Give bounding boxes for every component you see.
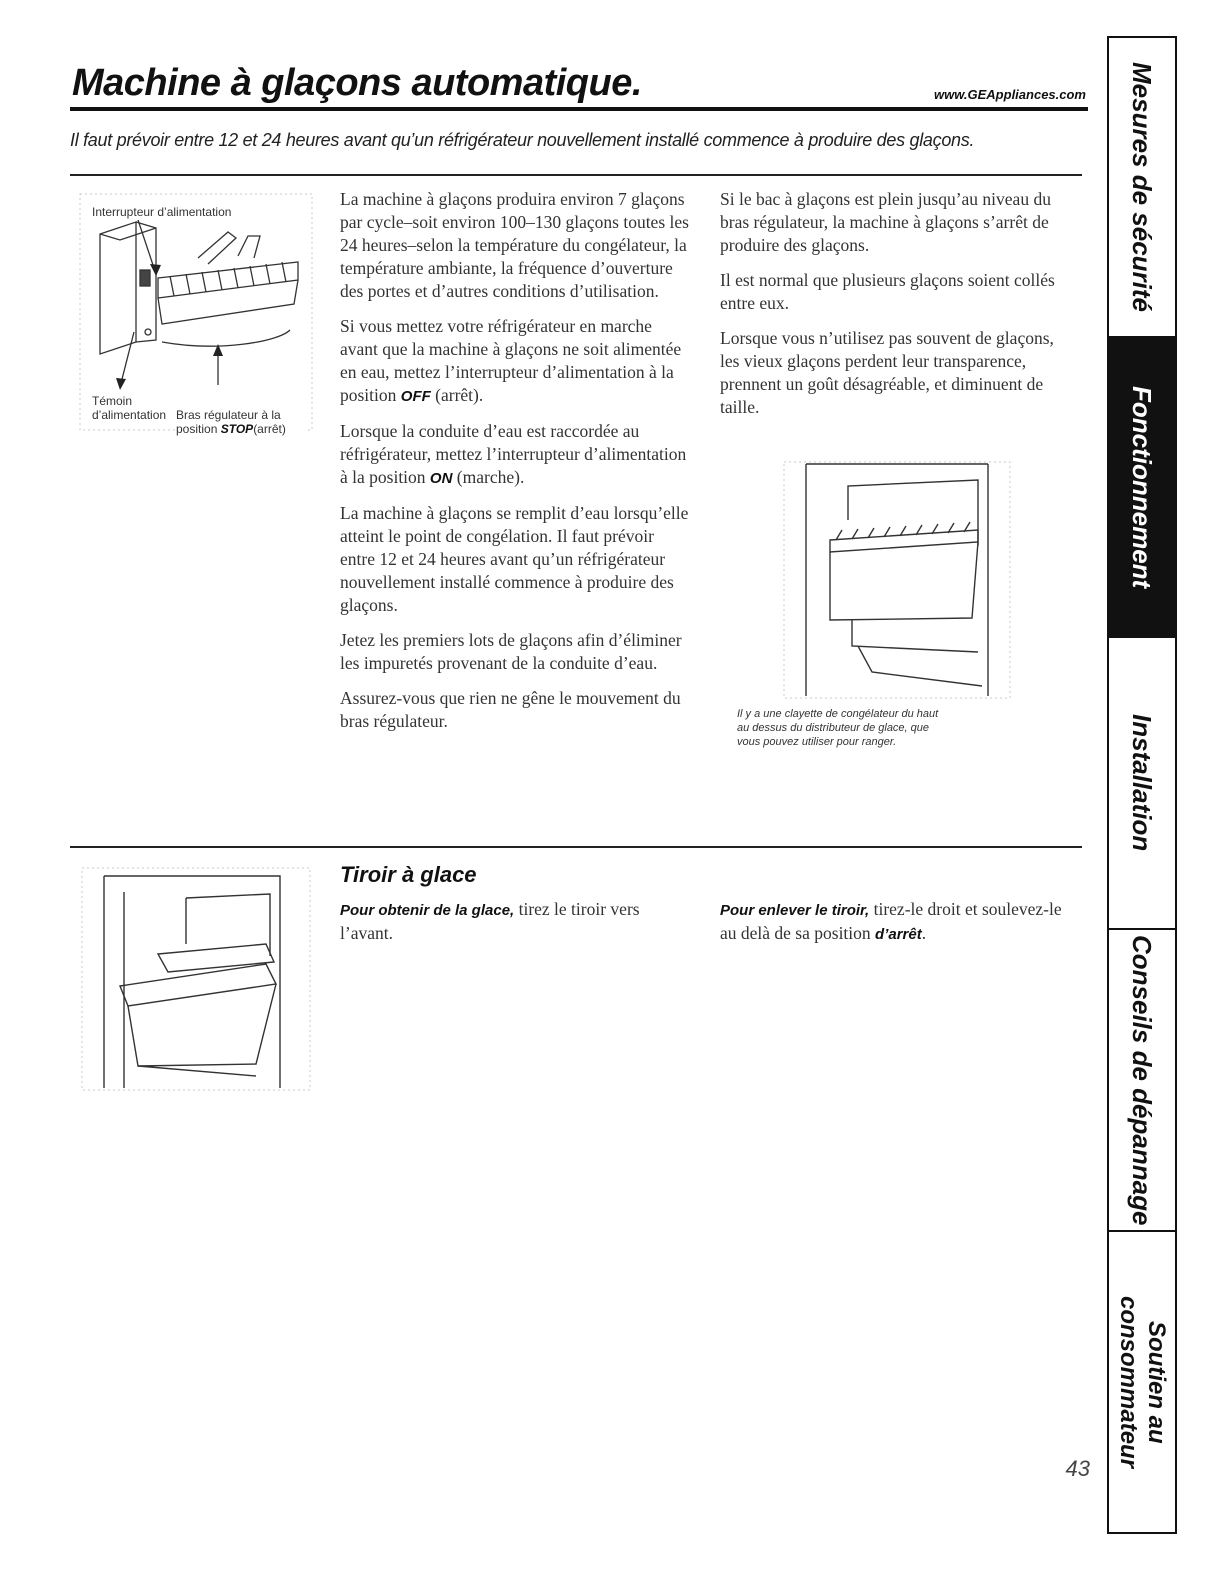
paragraph-power-on	[340, 420, 692, 490]
freezer-shelf-caption	[737, 707, 938, 749]
label-arm-prefix: Bras régulateur à la position	[176, 408, 281, 436]
tab-label-installation: Installation	[1127, 714, 1157, 852]
on-label: ON	[429, 470, 453, 487]
tab-label-securite: Mesures de sécurité	[1127, 61, 1157, 312]
paragraph-filling: La machine à glaçons se remplit d’eau lorsqu’elle atteint le point de congélation. Il faut prévoir entre 12 et 24 heures avant qu’un réfrigérateur nouvellement installé commence à produire des glaçons.	[340, 503, 689, 615]
p2-text: Si vous mettez votre réfrigérateur en marche avant que la machine à glaçons ne soit alimentée en eau, mettez l’interrupteur d’alimentation à la position	[340, 316, 682, 405]
secondary-text-column	[720, 188, 1065, 431]
caption-line-2: au dessus du distributeur de glace, que	[737, 722, 930, 734]
p3-text: Lorsque la conduite d’eau est raccordée au réfrigérateur, mettez l’interrupteur d’alimentation à la position	[340, 421, 687, 487]
paragraph-stuck-cubes: Il est normal que plusieurs glaçons soient collés entre eux.	[720, 270, 1055, 313]
drawer-remove-body: tirez-le droit et soulevez-le au delà de sa position	[720, 899, 1062, 943]
drawer-instructions-left	[340, 898, 685, 957]
tab-fonctionnement[interactable]	[1109, 338, 1175, 638]
drawer-remove-em: Pour enlever le tiroir,	[720, 902, 870, 919]
drawer-instructions-right	[720, 898, 1065, 958]
intro-note: Il faut prévoir entre 12 et 24 heures avant qu’un réfrigérateur nouvellement installé commence à produire des glaçons.	[70, 130, 975, 150]
tab-securite[interactable]	[1109, 38, 1175, 338]
freezer-shelf-illustration	[782, 460, 1012, 700]
p3-suffix: (marche).	[456, 467, 525, 487]
label-arm-suffix: (arrêt)	[253, 422, 286, 436]
drawer-pull-body: tirez le tiroir vers l’avant.	[340, 899, 640, 943]
paragraph-arm: Assurez-vous que rien ne gêne le mouvement du bras régulateur.	[340, 688, 681, 731]
caption-line-3: vous pouvez utiliser pour ranger.	[737, 736, 897, 748]
label-control-arm	[176, 408, 306, 436]
drawer-pull-em: Pour obtenir de la glace,	[340, 902, 515, 919]
paragraph-discard: Jetez les premiers lots de glaçons afin d’éliminer les impuretés provenant de la conduite d’eau.	[340, 630, 682, 673]
label-power-light: Témoin d’alimentation	[92, 394, 182, 422]
label-power-switch: Interrupteur d’alimentation	[92, 205, 232, 219]
tab-label-fonctionnement: Fonctionnement	[1127, 385, 1157, 589]
website-url[interactable]: www.GEAppliances.com	[934, 87, 1086, 102]
drawer-pull-text	[340, 898, 685, 945]
header-rule	[70, 107, 1088, 111]
paragraph-production: La machine à glaçons produira environ 7 glaçons par cycle–soit environ 100–130 glaçons toutes les 24 heures–selon la température du congélateur, la température ambiante, la fréquence d’ouverture des portes et d’autres conditions d’utilisation.	[340, 189, 689, 301]
drawer-stop-em: d’arrêt	[875, 926, 922, 943]
tab-depannage[interactable]	[1109, 930, 1175, 1232]
ice-drawer-illustration	[80, 866, 312, 1092]
tab-label-soutien: Soutien au consommateur	[1115, 1295, 1170, 1469]
section-rule-drawer	[70, 846, 1082, 848]
tab-soutien[interactable]	[1109, 1232, 1175, 1532]
paragraph-bin-full: Si le bac à glaçons est plein jusqu’au niveau du bras régulateur, la machine à glaçons s’arrêt de produire des glaçons.	[720, 189, 1051, 255]
section-tabs	[1107, 36, 1177, 1534]
drawer-period: .	[921, 923, 927, 943]
paragraph-power-off	[340, 315, 692, 408]
tab-label-depannage: Conseils de dépannage	[1127, 934, 1157, 1226]
off-label: OFF	[400, 388, 431, 405]
drawer-section-title: Tiroir à glace	[340, 862, 477, 887]
tab-installation[interactable]	[1109, 638, 1175, 930]
page-title: Machine à glaçons automatique.	[72, 62, 642, 104]
main-text-column	[340, 188, 692, 745]
caption-line-1: Il y a une clayette de congélateur du haut	[737, 708, 939, 720]
page-number: 43	[1065, 1456, 1090, 1481]
label-arm-stop: STOP	[220, 422, 254, 436]
paragraph-old-cubes: Lorsque vous n’utilisez pas souvent de glaçons, les vieux glaçons perdent leur transparence, prennent un goût désagréable, et diminuent de taille.	[720, 328, 1054, 417]
section-rule-top	[70, 174, 1082, 176]
p2-suffix: (arrêt).	[435, 385, 484, 405]
drawer-remove-text	[720, 898, 1065, 946]
